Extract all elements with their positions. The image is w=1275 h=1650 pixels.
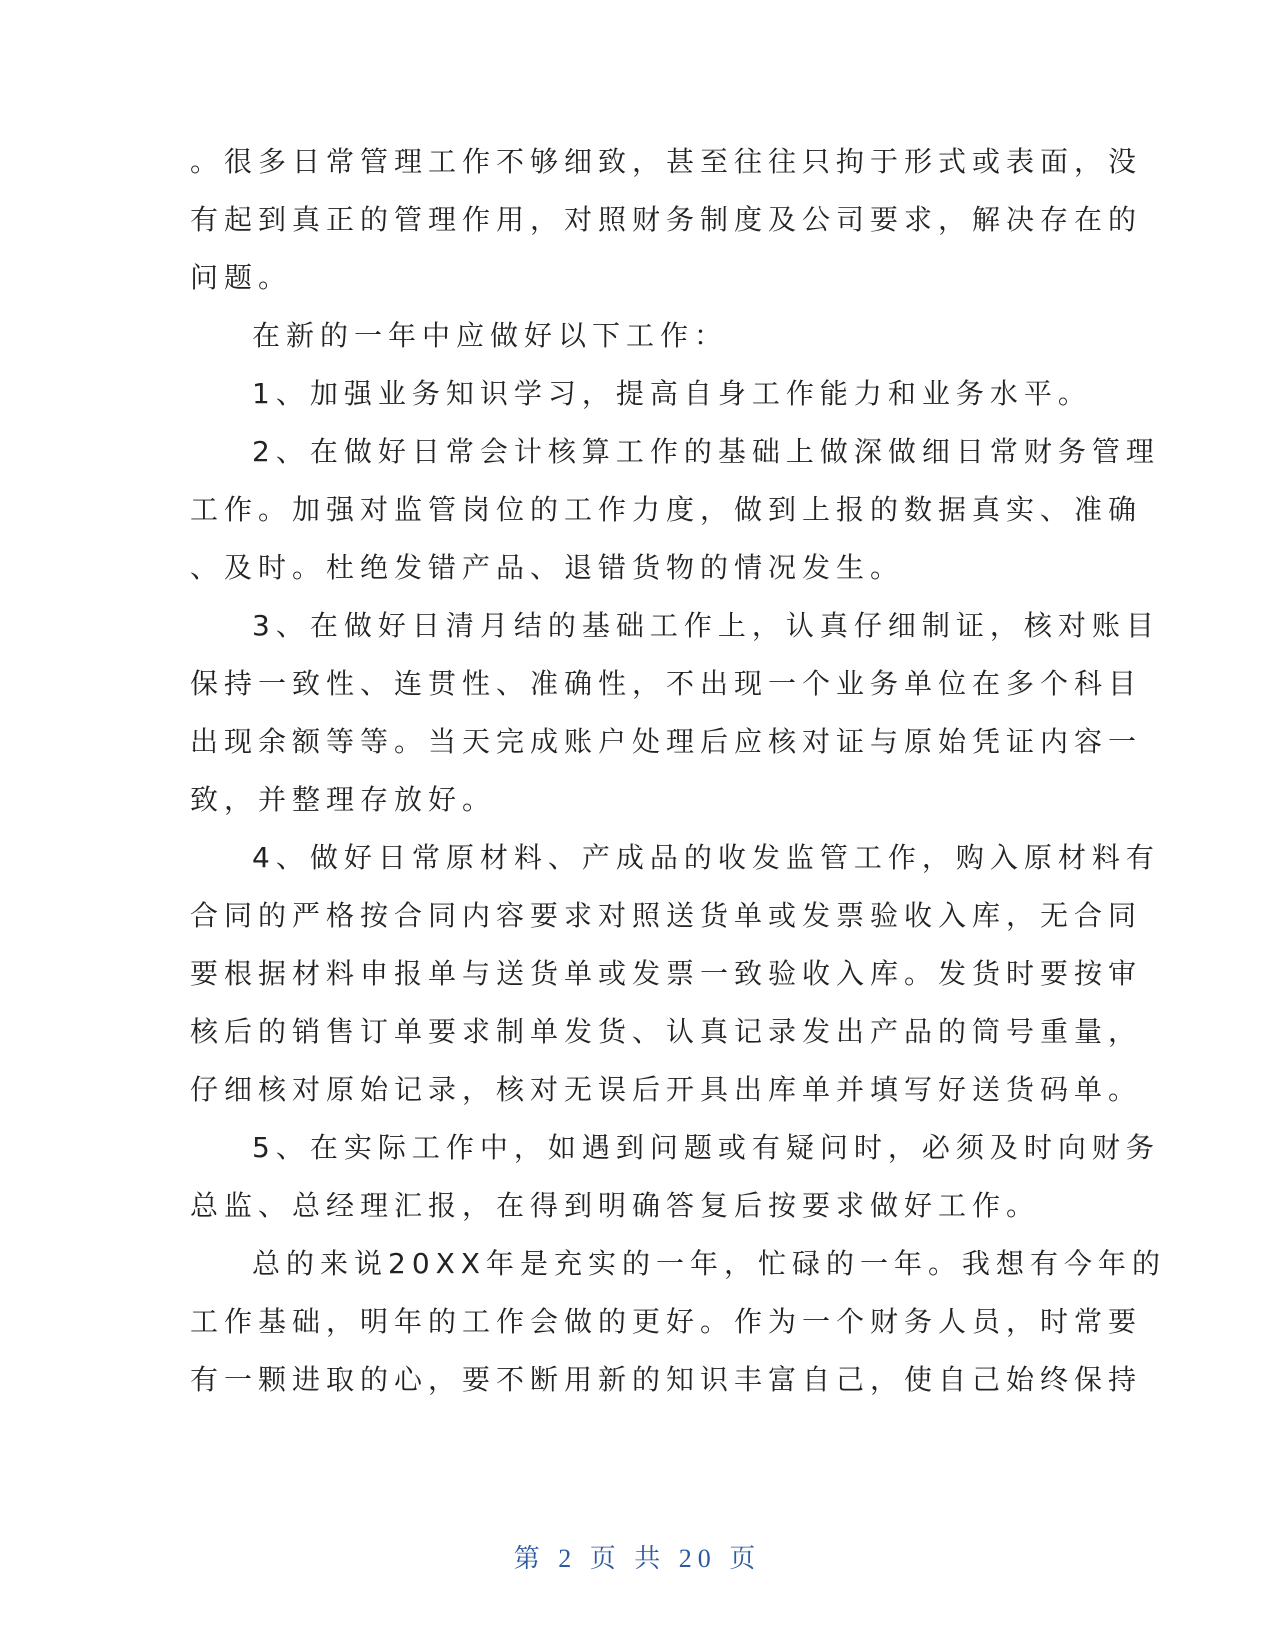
page-number-footer: 第 2 页 共 20 页: [513, 1544, 762, 1573]
body-line: 5、在实际工作中，如遇到问题或有疑问时，必须及时向财务: [252, 1131, 1160, 1164]
body-line: 2、在做好日常会计核算工作的基础上做深做细日常财务管理: [252, 435, 1160, 468]
body-line: 问题。: [190, 261, 293, 294]
body-line: 、及时。杜绝发错产品、退错货物的情况发生。: [190, 551, 905, 584]
body-line: 3、在做好日清月结的基础工作上，认真仔细制证，核对账目: [252, 609, 1160, 642]
body-line: 4、做好日常原材料、产成品的收发监管工作，购入原材料有: [252, 841, 1160, 874]
body-line: 。很多日常管理工作不够细致，甚至往往只拘于形式或表面，没: [190, 145, 1143, 178]
body-line: 有起到真正的管理作用，对照财务制度及公司要求，解决存在的: [190, 203, 1143, 236]
body-line: 要根据材料申报单与送货单或发票一致验收入库。发货时要按审: [190, 957, 1143, 990]
body-line: 总的来说20XX年是充实的一年，忙碌的一年。我想有今年的: [252, 1247, 1166, 1280]
body-line: 出现余额等等。当天完成账户处理后应核对证与原始凭证内容一: [190, 725, 1143, 758]
body-line: 在新的一年中应做好以下工作：: [252, 319, 729, 352]
body-line: 仔细核对原始记录，核对无误后开具出库单并填写好送货码单。: [190, 1073, 1143, 1106]
body-line: 合同的严格按合同内容要求对照送货单或发票验收入库，无合同: [190, 899, 1143, 932]
body-line: 工作。加强对监管岗位的工作力度，做到上报的数据真实、准确: [190, 493, 1143, 526]
body-line: 总监、总经理汇报，在得到明确答复后按要求做好工作。: [190, 1189, 1041, 1222]
body-line: 有一颗进取的心，要不断用新的知识丰富自己，使自己始终保持: [190, 1363, 1143, 1396]
body-line: 1、加强业务知识学习，提高自身工作能力和业务水平。: [252, 377, 1092, 410]
body-line: 保持一致性、连贯性、准确性，不出现一个业务单位在多个科目: [190, 667, 1143, 700]
body-line: 工作基础，明年的工作会做的更好。作为一个财务人员，时常要: [190, 1305, 1143, 1338]
body-line: 致，并整理存放好。: [190, 783, 497, 816]
body-line: 核后的销售订单要求制单发货、认真记录发出产品的筒号重量，: [190, 1015, 1143, 1048]
